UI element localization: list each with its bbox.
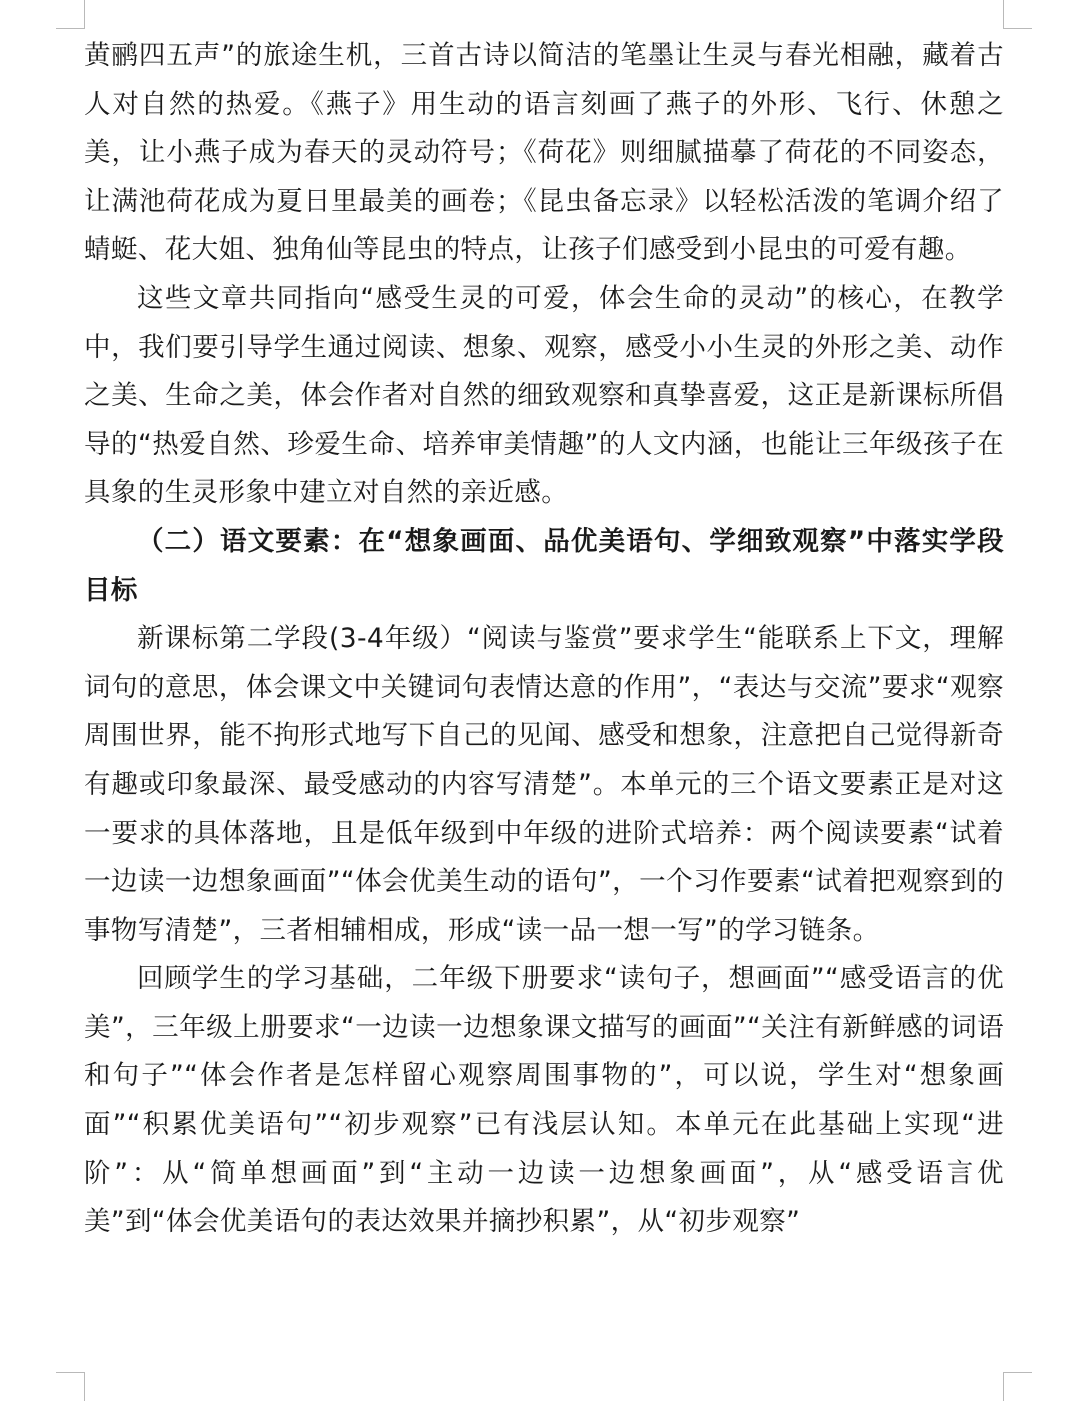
- paragraph-curriculum-standard: 新课标第二学段(3-4年级）“阅读与鉴赏”要求学生“能联系上下文，理解词句的意思，体会课文中关键词句表情达意的作用”，“表达与交流”要求“观察周围世界，能不拘形式地写下自己的见闻、感受和想象，注意把自己觉得新奇有趣或印象最深、最受感动的内容写清楚”。本单元的三个语文要素正是对这一要求的具体落地，且是低年级到中年级的进阶式培养：两个阅读要素“试着一边读一边想象画面”“体会优美生动的语句”，一个习作要素“试着把观察到的事物写清楚”，三者相辅相成，形成“读一品一想一写”的学习链条。: [84, 623, 1004, 946]
- paragraph-learning-foundation: 回顾学生的学习基础，二年级下册要求“读句子，想画面”“感受语言的优美”，三年级上册要求“一边读一边想象课文描写的画面”“关注有新鲜感的词语和句子”“体会作者是怎样留心观察周围事物的”，可以说，学生对“想象画面”“积累优美语句”“初步观察”已有浅层认知。本单元在此基础上实现“进阶”：从“简单想画面”到“主动一边读一边想象画面”，从“感受语言优美”到“体会优美语句的表达效果并摘抄积累”，从“初步观察”: [84, 963, 1004, 1238]
- crop-mark-top-right: [1003, 0, 1032, 29]
- crop-mark-top-left: [56, 0, 85, 29]
- paragraph-humanistic-theme: 这些文章共同指向“感受生灵的可爱，体会生命的灵动”的核心，在教学中，我们要引导学生通过阅读、想象、观察，感受小小生灵的外形之美、动作之美、生命之美，体会作者对自然的细致观察和真挚喜爱，这正是新课标所倡导的“热爱自然、珍爱生命、培养审美情趣”的人文内涵，也能让三年级孩子在具象的生灵形象中建立对自然的亲近感。: [84, 282, 1004, 509]
- paragraph-continued-intro: 黄鹂四五声”的旅途生机，三首古诗以简洁的笔墨让生灵与春光相融，藏着古人对自然的热爱。《燕子》用生动的语言刻画了燕子的外形、飞行、休憩之美，让小燕子成为春天的灵动符号；《荷花》则细腻描摹了荷花的不同姿态，让满池荷花成为夏日里最美的画卷；《昆虫备忘录》以轻松活泼的笔调介绍了蜻蜓、花大姐、独角仙等昆虫的特点，让孩子们感受到小昆虫的可爱有趣。: [84, 40, 1004, 266]
- crop-mark-bottom-right: [1003, 1372, 1032, 1401]
- section-heading-language-elements: （二）语文要素：在“想象画面、品优美语句、学细致观察”中落实学段目标: [84, 525, 1004, 606]
- crop-mark-bottom-left: [56, 1372, 85, 1401]
- document-body: [84, 32, 1004, 1247]
